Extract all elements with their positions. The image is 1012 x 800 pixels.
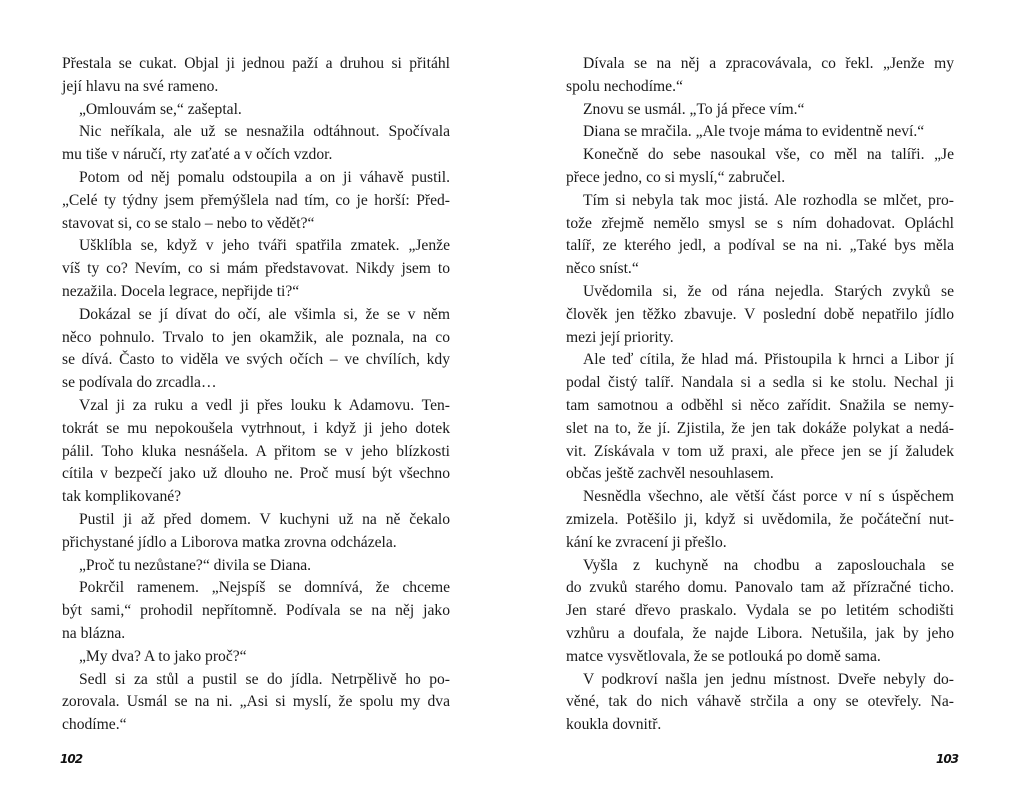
text-line: vit. Získávala v tom už praxi, ale přece jen se jí žaludek: [566, 442, 954, 460]
text-line: Potom od něj pomalu odstoupila a on ji váhavě pustil.: [79, 168, 450, 186]
page-number-right: 103: [936, 752, 959, 766]
text-line: tože zřejmě nemělo smysl se s ním dohadovat. Opláchl: [566, 214, 954, 232]
text-line: Ale teď cítila, že hlad má. Přistoupila k hrnci a Libor jí: [583, 351, 954, 369]
text-line: se dívá. Často to viděla ve svých očích – ve chvílích, kdy: [62, 351, 450, 369]
text-line: něco pohnulo. Trvalo to jen okamžik, ale poznala, na co: [62, 328, 450, 346]
text-line: přece jedno, co si myslí,“ zabručel.: [566, 168, 786, 186]
text-line: pálil. Toho kluka nesnášela. A přitom se v jeho blízkosti: [62, 442, 450, 460]
text-line: spolu nechodíme.“: [566, 77, 683, 95]
text-line: Dívala se na něj a zpracovávala, co řekl. „Jenže my: [583, 55, 954, 72]
text-line: na blázna.: [62, 624, 126, 642]
text-line: talíř, ze kterého jedl, a podíval se na ni. „Také bys měla: [566, 237, 954, 255]
text-line: člověk jen těžko zbavuje. V poslední době nepatřilo jídlo: [566, 305, 954, 323]
text-line: stavovat si, co se stalo – nebo to vědět?“: [62, 214, 315, 232]
text-line: cítila v bezpečí jako už dlouho ne. Proč musí být všechno: [62, 465, 450, 483]
text-line: podal čistý talíř. Nandala si a sedla si ke stolu. Nechal ji: [566, 374, 954, 392]
text-line: Přestala se cukat. Objal ji jednou paží a druhou si přitáhl: [62, 55, 450, 72]
text-line: Vyšla z kuchyně na chodbu a zaposlouchala se: [583, 556, 954, 574]
text-line: kání ke zvracení ji přešlo.: [566, 533, 727, 551]
text-line: tam samotnou a odběhl si něco zařídit. Snažila se nemy-: [566, 396, 954, 414]
text-line: „Proč tu nezůstane?“ divila se Diana.: [79, 556, 312, 574]
right-page-text: [566, 53, 954, 737]
text-line: slet na to, že jí. Zjistila, že jen tak dokáže polykat a nedá-: [566, 419, 954, 437]
text-line: nezažila. Docela legrace, nepřijde ti?“: [62, 282, 300, 300]
text-line: koukla dovnitř.: [566, 716, 662, 734]
text-line: „Celé ty týdny jsem přemýšlela nad tím, co je horší: Před-: [62, 191, 450, 209]
text-line: vzhůru a doufala, že najde Libora. Netušila, jak by jeho: [566, 624, 954, 642]
left-page-text: [62, 53, 450, 737]
text-line: zorovala. Usmál se na ni. „Asi si myslí, že spolu my dva: [62, 693, 450, 711]
text-line: tak komplikované?: [62, 488, 182, 506]
text-line: Znovu se usmál. „To já přece vím.“: [583, 100, 805, 118]
text-line: se podívala do zrcadla…: [62, 374, 217, 392]
text-line: chodíme.“: [62, 716, 127, 734]
text-line: občas ještě zachvěl nesouhlasem.: [566, 465, 774, 483]
text-line: Diana se mračila. „Ale tvoje máma to evidentně neví.“: [583, 123, 925, 141]
text-line: Nic neříkala, ale už se nesnažila odtáhnout. Spočívala: [79, 123, 450, 141]
text-line: matce vysvětlovala, že se potlouká po domě sama.: [566, 647, 881, 665]
text-line: Tím si nebyla tak moc jistá. Ale rozhodla se mlčet, pro-: [583, 191, 954, 209]
text-line: Ušklíbla se, když v jeho tváři spatřila zmatek. „Jenže: [79, 237, 450, 255]
text-line: mu tiše v náručí, rty zaťaté a v očích vzdor.: [62, 146, 333, 164]
text-line: tokrát se mu nepokoušela vytrhnout, i když ji jeho dotek: [62, 419, 450, 437]
text-line: Pokrčil ramenem. „Nejspíš se domnívá, že chceme: [79, 579, 450, 597]
text-line: věné, tak do nich váhavě strčila a ony se otevřely. Na-: [566, 693, 954, 711]
page-number-left: 102: [60, 752, 83, 766]
text-line: přichystané jídlo a Liborova matka zrovna odcházela.: [62, 533, 397, 551]
text-line: Uvědomila si, že od rána nejedla. Starých zvyků se: [583, 282, 954, 300]
text-line: Sedl si za stůl a pustil se do jídla. Netrpělivě ho po-: [79, 670, 450, 688]
text-line: Jen staré dřevo praskalo. Vydala se po letitém schodišti: [566, 602, 954, 620]
text-line: Vzal ji za ruku a vedl ji přes louku k Adamovu. Ten-: [79, 396, 450, 414]
text-line: Konečně do sebe nasoukal vše, co měl na talíři. „Je: [583, 146, 954, 164]
text-line: do zvuků starého domu. Panovalo tam až přízračné ticho.: [566, 579, 954, 597]
text-line: víš ty co? Nevím, co si mám představovat. Nikdy jsem to: [62, 260, 450, 278]
text-line: její hlavu na své rameno.: [62, 77, 219, 95]
text-line: „Omlouvám se,“ zašeptal.: [79, 100, 242, 118]
text-line: Dokázal se jí dívat do očí, ale všimla si, že se v něm: [79, 305, 450, 323]
text-line: Nesnědla všechno, ale větší část porce v ní s úspěchem: [583, 488, 954, 506]
text-line: „My dva? A to jako proč?“: [79, 647, 247, 665]
text-line: něco sníst.“: [566, 260, 639, 278]
text-line: Pustil ji až před domem. V kuchyni už na ně čekalo: [79, 510, 450, 528]
text-line: zmizela. Potěšilo ji, když si uvědomila, že počáteční nut-: [566, 510, 954, 528]
text-line: V podkroví našla jen jednu místnost. Dveře nebyly do-: [583, 670, 954, 688]
text-line: být sami,“ prohodil nepřítomně. Podívala se na něj jako: [62, 602, 450, 620]
text-line: mezi její priority.: [566, 328, 674, 346]
